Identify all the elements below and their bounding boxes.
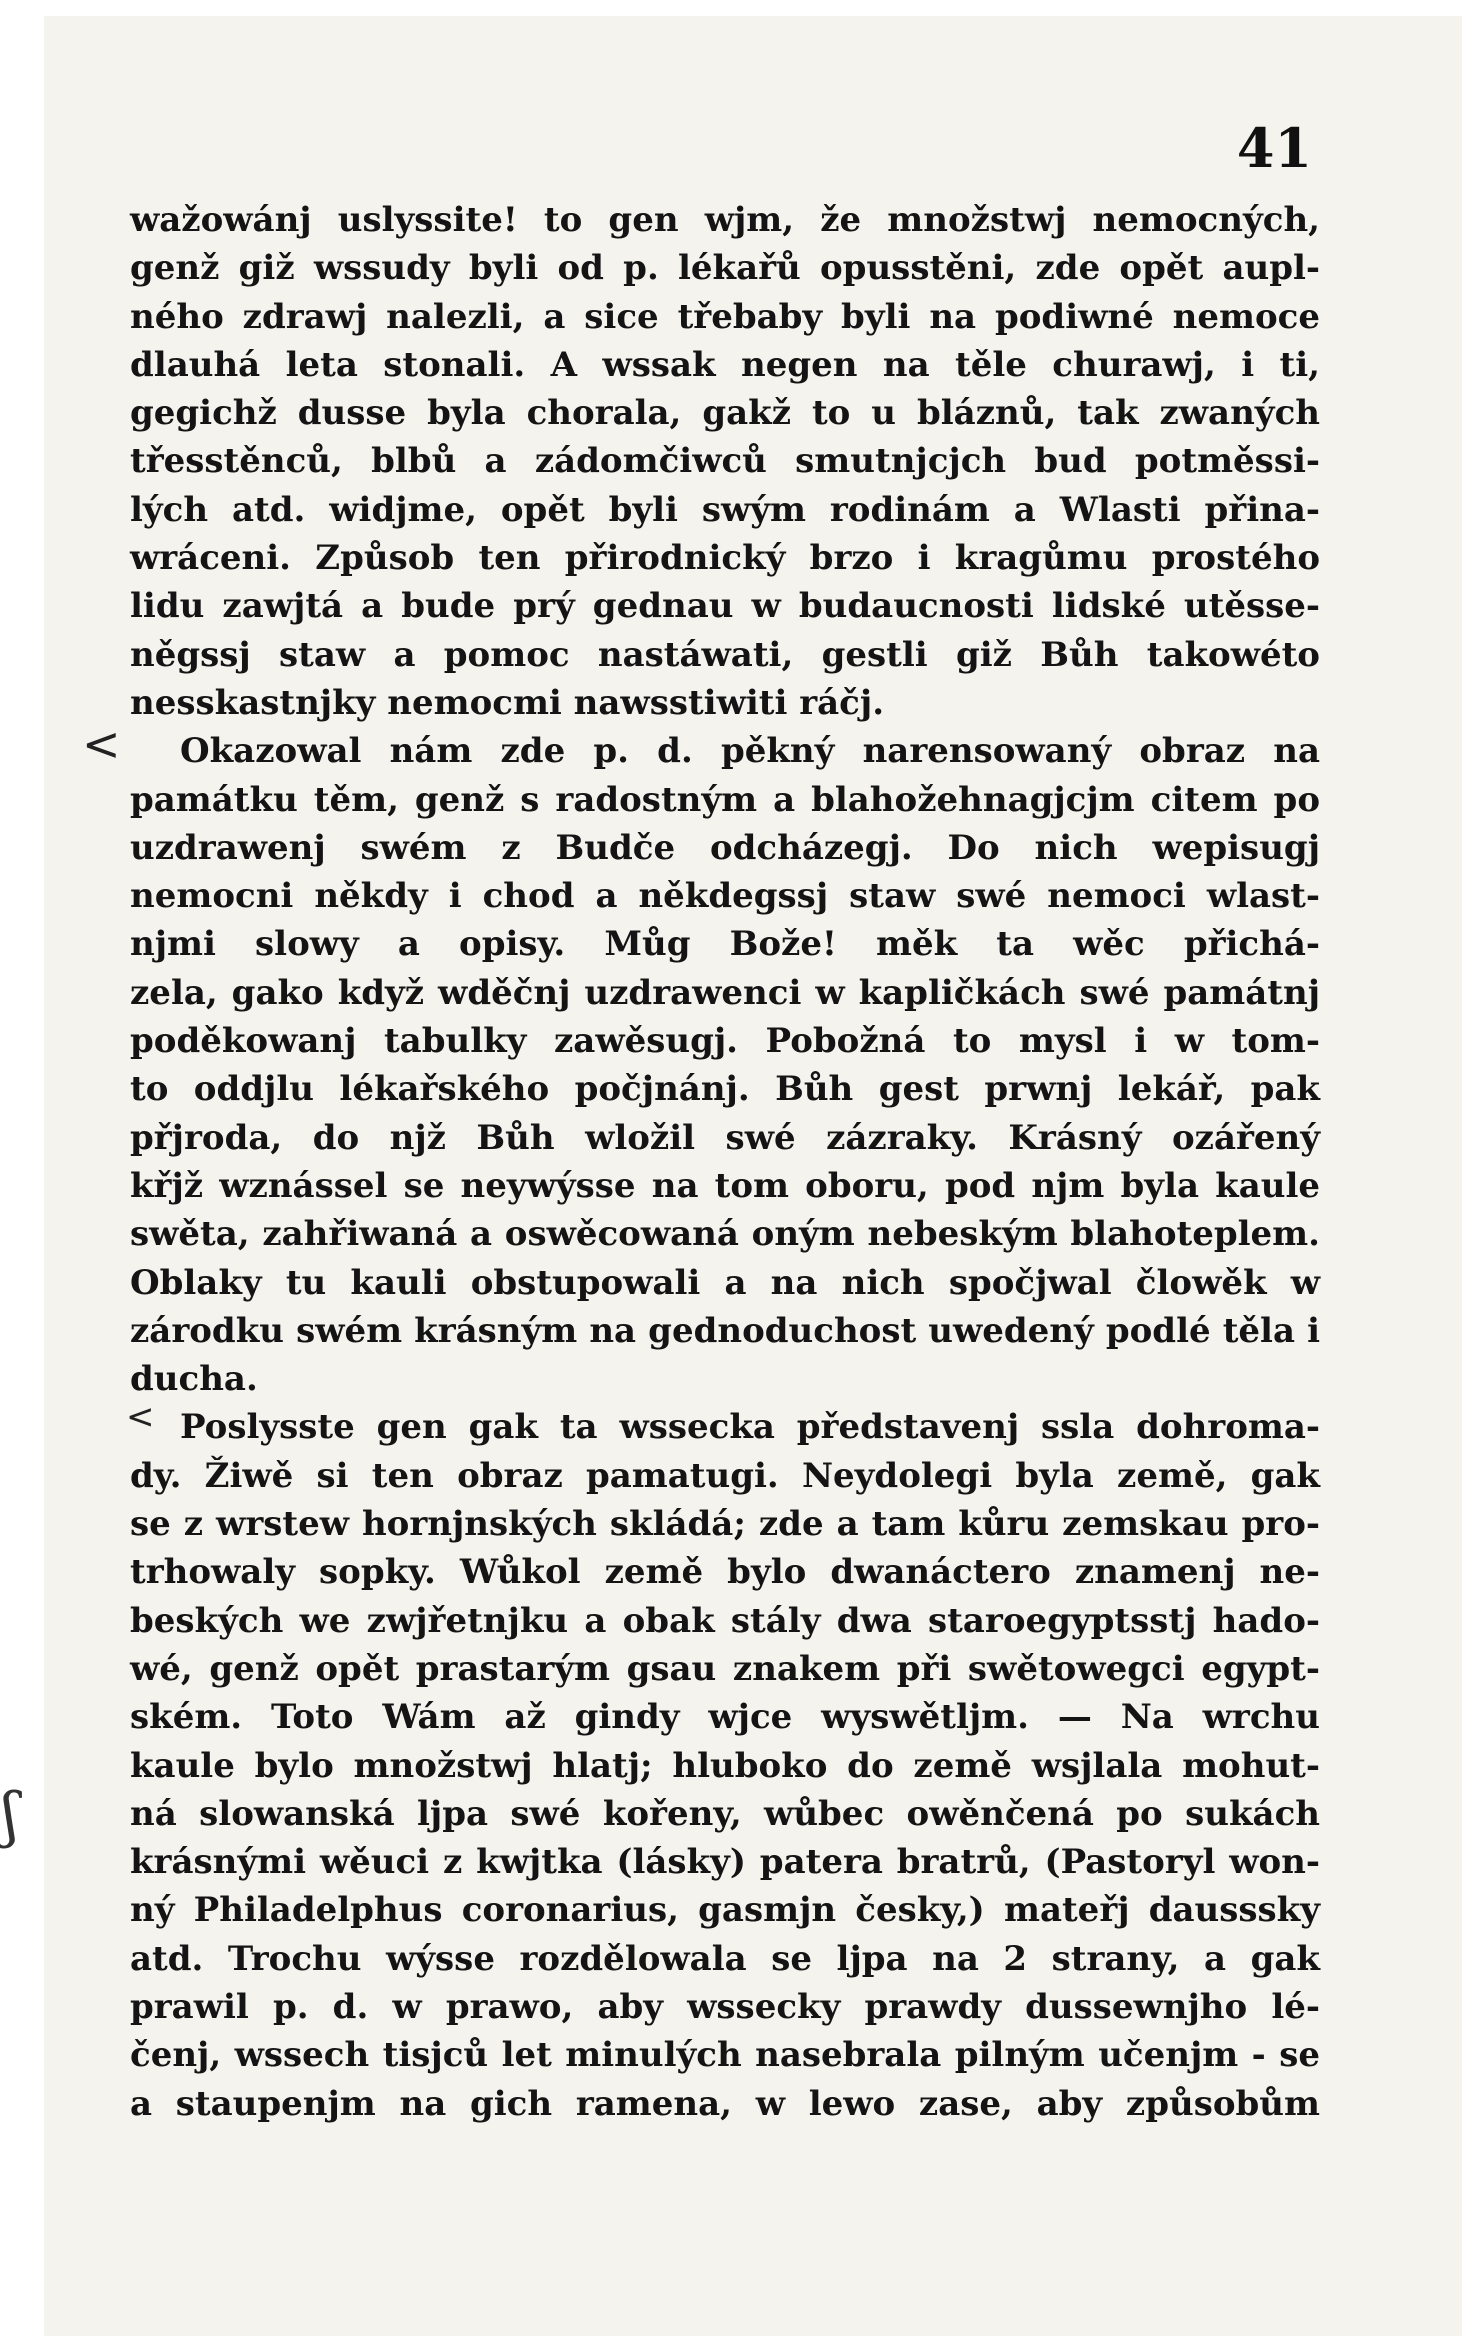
text-line: genž giž wssudy byli od p. lékařů opusstěni, zde opět aupl- xyxy=(130,248,1320,289)
body-text xyxy=(82,196,1320,2128)
margin-mark: < xyxy=(82,717,121,771)
page-number: 41 xyxy=(1236,116,1312,180)
text-line: wé, genž opět prastarým gsau znakem při swětowegci egypt- xyxy=(130,1648,1320,1689)
text-line: se z wrstew hornjnských skládá; zde a tam kůru zemskau pro- xyxy=(130,1504,1320,1545)
text-line: Okazowal nám zde p. d. pěkný narensowaný obraz na xyxy=(180,731,1320,772)
text-line: něgssj staw a pomoc nastáwati, gestli giž Bůh takowéto xyxy=(130,634,1320,675)
text-line: njmi slowy a opisy. Můg Bože! měk ta wěc přichá- xyxy=(130,924,1320,965)
text-line: nemocni někdy i chod a někdegssj staw swé nemoci wlast- xyxy=(130,876,1320,917)
text-line: krásnými wěuci z kwjtka (lásky) patera bratrů, (Pastoryl won- xyxy=(130,1842,1320,1883)
text-line: zárodku swém krásným na gednoduchost uwedený podlé těla i xyxy=(130,1310,1320,1351)
text-line: lých atd. widjme, opět byli swým rodinám a Wlasti přina- xyxy=(130,489,1320,530)
text-line: beských we zwjřetnjku a obak stály dwa staroegyptsstj hado- xyxy=(130,1600,1320,1641)
text-line: wažowánj uslyssite! to gen wjm, že množstwj nemocných, xyxy=(130,200,1320,240)
text-line: nesskastnjky nemocmi nawsstiwiti ráčj. xyxy=(130,682,885,723)
text-line: kaule bylo množstwj hlatj; hluboko do země wsjlala mohut- xyxy=(130,1745,1320,1786)
text-line: čenj, wssech tisjců let minulých nasebrala pilným učenjm - se xyxy=(130,2035,1320,2076)
text-line: ducha. xyxy=(130,1359,258,1400)
text-line: Oblaky tu kauli obstupowali a na nich spočjwal člowěk w xyxy=(130,1262,1320,1303)
text-line: atd. Trochu wýsse rozdělowala se ljpa na 2 strany, a gak xyxy=(130,1938,1320,1979)
text-line: poděkowanj tabulky zawěsugj. Pobožná to mysl i w tom- xyxy=(130,1021,1320,1062)
text-line: trhowaly sopky. Wůkol země bylo dwanáctero znamenj ne- xyxy=(130,1552,1320,1593)
text-line: ný Philadelphus coronarius, gasmjn česky,) mateřj dausssky xyxy=(130,1890,1320,1931)
text-line: ného zdrawj nalezli, a sice třebaby byli na podiwné nemoce xyxy=(130,296,1320,337)
text-line: lidu zawjtá a bude prý gednau w budaucnosti lidské utěsse- xyxy=(130,586,1320,627)
text-line: a staupenjm na gich ramena, w lewo zase, aby způsobům xyxy=(130,2083,1320,2124)
text-line: zela, gako když wděčnj uzdrawenci w kapličkách swé památnj xyxy=(130,972,1320,1013)
text-line: uzdrawenj swém z Budče odcházegj. Do nich wepisugj xyxy=(130,827,1320,868)
text-line: wráceni. Způsob ten přirodnický brzo i kragůmu prostého xyxy=(130,538,1320,579)
text-line: památku těm, genž s radostným a blahožehnagjcjm citem po xyxy=(130,779,1320,820)
text-line: swěta, zahřiwaná a oswěcowaná oným nebeským blahoteplem. xyxy=(130,1214,1320,1255)
text-line: přjroda, do njž Bůh wložil swé zázraky. Krásný ozářený xyxy=(130,1117,1320,1158)
text-line: ná slowanská ljpa swé kořeny, wůbec owěnčená po sukách xyxy=(130,1793,1320,1834)
text-line: prawil p. d. w prawo, aby wssecky prawdy dussewnjho lé- xyxy=(130,1986,1320,2027)
text-line: dlauhá leta stonali. A wssak negen na těle churawj, i ti, xyxy=(130,344,1320,385)
text-line: gegichž dusse byla chorala, gakž to u bláznů, tak zwaných xyxy=(130,393,1320,434)
text-line: Poslysste gen gak ta wssecka představenj ssla dohromа- xyxy=(180,1407,1320,1448)
text-line: třesstěnců, blbů a zádomčiwců smutnjcjch bud potměssi- xyxy=(130,441,1320,482)
text-line: ském. Toto Wám až gindy wjce wyswětljm. — Na wrchu xyxy=(130,1697,1320,1738)
binding-edge-mark: ʃ xyxy=(2,1780,19,1850)
margin-mark: < xyxy=(126,1397,155,1437)
text-line: to oddjlu lékařského počjnánj. Bůh gest prwnj lekář, pak xyxy=(130,1069,1320,1110)
text-line: křjž wznássel se neywýsse na tom oboru, pod njm byla kaule xyxy=(130,1165,1320,1206)
text-line: dy. Žiwě si ten obraz pamatugi. Neydolegi byla země, gak xyxy=(130,1455,1320,1496)
